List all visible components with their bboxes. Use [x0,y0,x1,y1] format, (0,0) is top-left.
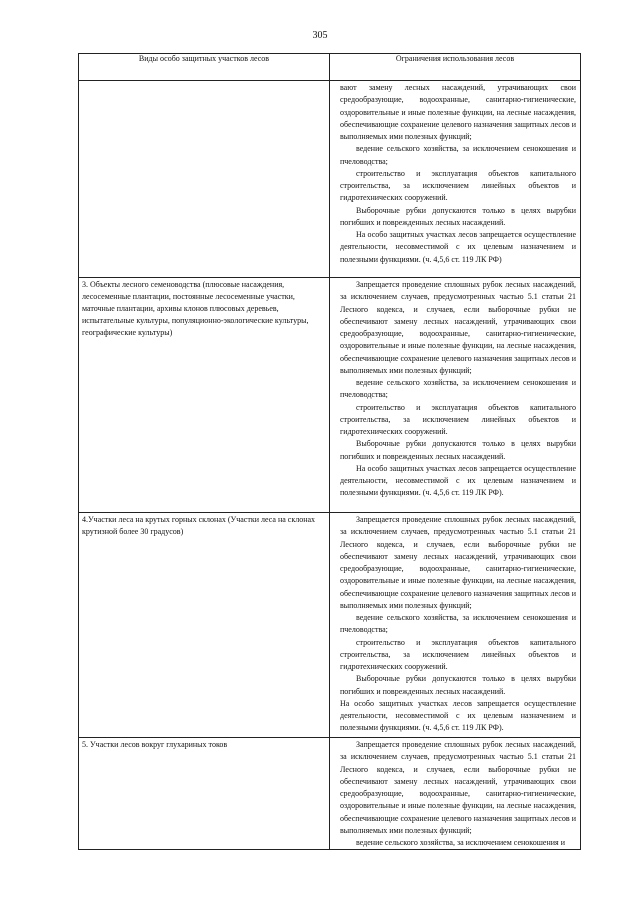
table-row [79,81,581,278]
row-3-paragraph-1: Запрещается проведение сплошных рубок лесных насаждений, за исключением случаев, предусмотренных частью 5.1 статьи 21 Лесного кодекса, и случаев, если выборочные рубки не обеспечивают замену лесных насаждений, утрачивающих свои средообразующие, водоохранные, санитарно-гигиенические, оздоровительные и иные полезные функции, на лесные насаждения, обеспечивающие сохранение целевого назначения защитных лесов и выполняемых ими полезных функций; [340,515,576,610]
row-1-paragraph-1: вают замену лесных насаждений, утрачивающих свои средообразующие, водоохранные, санитарно-гигиенические, оздоровительные и иные полезные функции, на лесные насаждения, обеспечивающие сохранение целевого назначения защитных лесов и выполняемых ими полезных функций; [340,83,576,141]
row-3-type: 4.Участки леса на крутых горных склонах (Участки леса на склонах крутизной более 30 градусов) [82,515,316,536]
row-1-paragraph-5: На особо защитных участках лесов запрещается осуществление деятельности, несовместимой с их целевым назначением и полезными функциями. (ч. 4,5,6 ст. 119 ЛК РФ) [340,230,576,264]
row-2-paragraph-3: строительство и эксплуатация объектов капитального строительства, за исключением линейных объектов и гидротехнических сооружений. [340,402,576,436]
row-4-paragraph-2: ведение сельского хозяйства, за исключением сенокошения и [356,838,565,847]
row-1-paragraph-3: строительство и эксплуатация объектов капитального строительства, за исключением линейных объектов и гидротехнических сооружений. [340,168,576,203]
row-1-paragraph-4: Выборочные рубки допускаются только в целях вырубки погибших и поврежденных лесных насаждений. [340,205,576,227]
row-2-paragraph-1: Запрещается проведение сплошных рубок лесных насаждений, за исключением случаев, предусмотренных частью 5.1 статьи 21 Лесного кодекса, и случаев, если выборочные рубки не обеспечивают замену лесных насаждений, утрачивающих свои средообразующие, водоохранные, санитарно-гигиенические, оздоровительные и иные полезные функции, на лесные насаждения, обеспечивающие сохранение целевого назначения защитных лесов и выполняемых ими полезных функций; [340,280,576,375]
header-restrictions [330,54,581,81]
table-row [79,513,581,738]
row-2-type: 3. Объекты лесного семеноводства (плюсовые насаждения, лесосеменные плантации, постоянные лесосеменные участки, маточные плантации, архивы клонов плюсовых деревьев, испытательные культуры, популяционно-экологические культуры, географические культуры) [82,280,309,337]
row-3-restrictions-cell [330,513,581,738]
row-1-type-cell [79,81,330,278]
row-1-paragraph-2: ведение сельского хозяйства, за исключением сенокошения и пчеловодства; [340,144,576,166]
page-number: 305 [312,30,328,41]
restrictions-table [78,53,581,850]
table-row [79,738,581,850]
row-2-paragraph-2: ведение сельского хозяйства, за исключением сенокошения и пчеловодства; [340,378,576,400]
row-3-paragraph-3: строительство и эксплуатация объектов капитального строительства, за исключением линейных объектов и гидротехнических сооружений. [340,637,576,671]
row-2-paragraph-4: Выборочные рубки допускаются только в целях вырубки погибших и поврежденных лесных насаждений. [340,439,576,461]
row-4-type-cell [79,738,330,850]
row-4-paragraph-1: Запрещается проведение сплошных рубок лесных насаждений, за исключением случаев, предусмотренных частью 5.1 статьи 21 Лесного кодекса, и случаев, если выборочные рубки не обеспечивают замену лесных насаждений, утрачивающих свои средообразующие, водоохранные, санитарно-гигиенические, оздоровительные и иные полезные функции, на лесные насаждения, обеспечивающие сохранение целевого назначения защитных лесов и выполняемых ими полезных функций; [340,740,576,835]
row-1-restrictions-cell [330,81,581,278]
row-4-type: 5. Участки лесов вокруг глухариных токов [82,740,228,749]
row-1-type [79,81,329,82]
header-restrictions-label: Ограничения использования лесов [395,54,515,63]
row-2-restrictions-cell [330,278,581,513]
row-3-paragraph-2: ведение сельского хозяйства, за исключением сенокошения и пчеловодства; [340,613,576,635]
table-row [79,278,581,513]
row-2-type-cell [79,278,330,513]
row-2-paragraph-5: На особо защитных участках лесов запрещается осуществление деятельности, несовместимой с их целевым назначением и полезными функциями. (ч. 4,5,6 ст. 119 ЛК РФ). [340,463,576,498]
row-3-paragraph-4: Выборочные рубки допускаются только в целях вырубки погибших и поврежденных лесных насаждений. [340,674,576,696]
row-3-paragraph-5: На особо защитных участках лесов запрещается осуществление деятельности, несовместимой с их целевым назначением и полезными функциями. (ч. 4,5,6 ст. 119 ЛК РФ). [340,698,576,733]
header-forest-types [79,54,330,81]
row-4-restrictions-cell [330,738,581,850]
table-header-row [79,54,581,81]
header-forest-types-label: Виды особо защитных участков лесов [138,54,270,63]
row-3-type-cell [79,513,330,738]
